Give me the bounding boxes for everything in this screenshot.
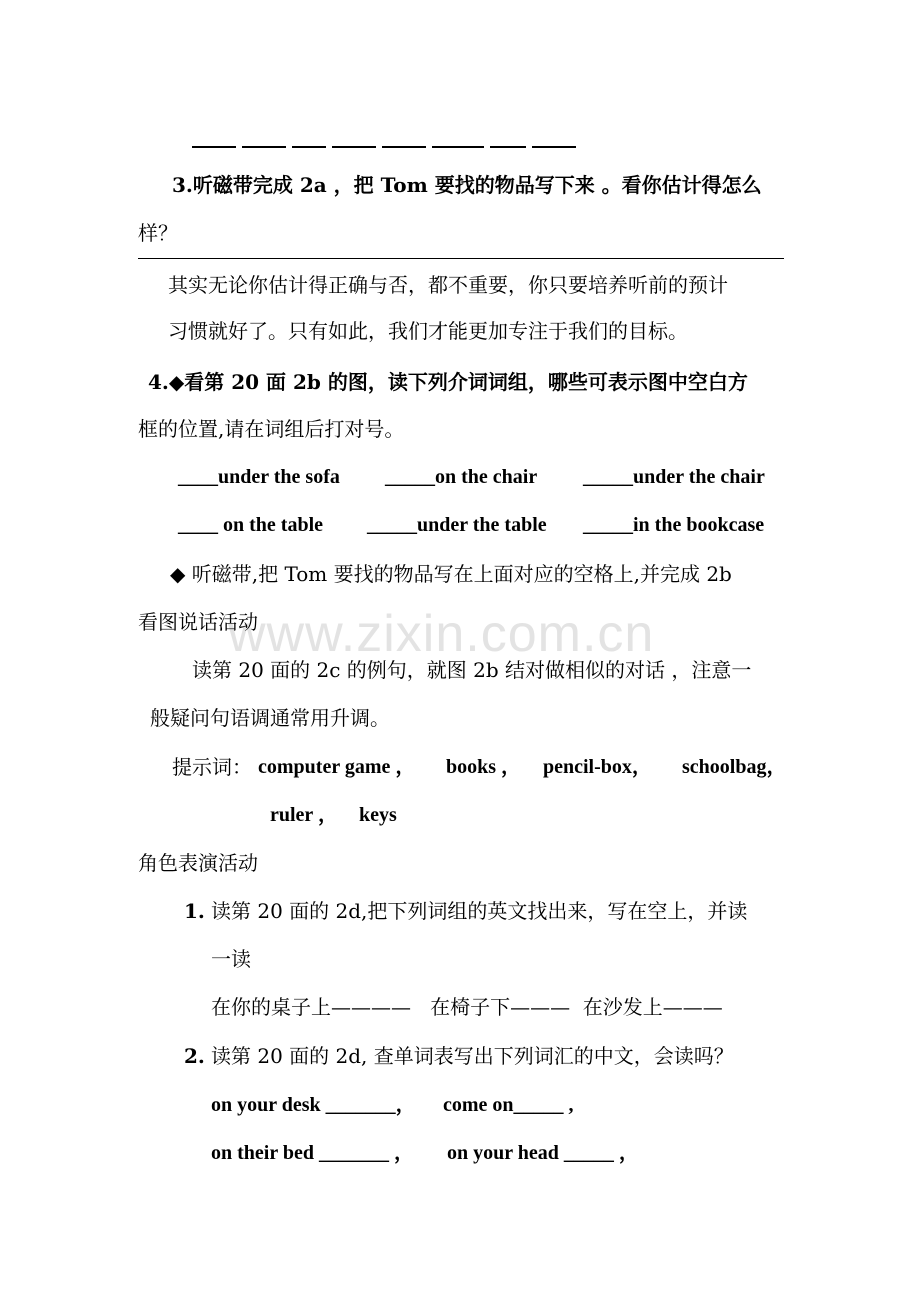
divider bbox=[138, 258, 784, 259]
item1-line1: 读第 20 面的 2d,把下列词组的英文找出来，写在空上，并读 bbox=[211, 899, 748, 923]
hint-computer-game: computer game ， bbox=[258, 756, 416, 778]
section4-line1: 4.◆看第 20 面 2b 的图，读下列介词词组，哪些可表示图中空白方 bbox=[148, 370, 748, 394]
phrase-on-chair: _____on the chair bbox=[385, 466, 538, 488]
item2-line1: 读第 20 面的 2d, 查单词表写出下列词汇的中文，会读吗？ bbox=[211, 1044, 734, 1068]
phrase-under-sofa: ____under the sofa bbox=[178, 466, 340, 488]
hint-keys: keys bbox=[359, 804, 397, 826]
hint-ruler: ruler ， bbox=[270, 804, 338, 826]
read2c-line1: 读第 20 面的 2c 的例句，就图 2b 结对做相似的对话 ，注意一 bbox=[192, 658, 752, 682]
section4-line2: 框的位置,请在词组后打对号。 bbox=[138, 417, 405, 441]
watermark: www.zixin.com.cn bbox=[228, 605, 655, 663]
hint-pencil-box: pencil-box， bbox=[543, 756, 652, 778]
answer-dashes bbox=[192, 146, 580, 148]
listen-line2: 看图说话活动 bbox=[138, 610, 258, 634]
hint-schoolbag: schoolbag， bbox=[682, 756, 787, 778]
roleplay-heading: 角色表演活动 bbox=[138, 851, 258, 875]
section3-line1: 3.听磁带完成 2a ，把 Tom 要找的物品写下来 。看你估计得怎么 bbox=[172, 173, 762, 197]
hints-label: 提示词： bbox=[172, 755, 252, 779]
hint-books: books ， bbox=[446, 756, 522, 778]
item1-line3: 在你的桌子上———— 在椅子下——— 在沙发上——— bbox=[211, 995, 723, 1019]
listen-line1: ◆ 听磁带,把 Tom 要找的物品写在上面对应的空格上,并完成 2b bbox=[170, 562, 732, 586]
item2-on-your-desk: on your desk _______， bbox=[211, 1094, 416, 1116]
phrase-in-bookcase: _____in the bookcase bbox=[583, 514, 765, 536]
note-line2: 习惯就好了。只有如此，我们才能更加专注于我们的目标。 bbox=[168, 319, 688, 343]
phrase-under-table: _____under the table bbox=[367, 514, 547, 536]
item2-come-on: come on_____ , bbox=[443, 1094, 574, 1116]
item1-number: 1. bbox=[184, 899, 205, 923]
item2-on-their-bed: on their bed _______ ， bbox=[211, 1142, 414, 1164]
note-line1: 其实无论你估计得正确与否，都不重要，你只要培养听前的预计 bbox=[168, 273, 728, 297]
phrase-under-chair: _____under the chair bbox=[583, 466, 765, 488]
phrase-on-table: ____ on the table bbox=[178, 514, 323, 536]
section3-line2: 样？ bbox=[138, 221, 178, 245]
item2-number: 2. bbox=[184, 1044, 205, 1068]
item1-line2: 一读 bbox=[211, 947, 251, 971]
read2c-line2: 般疑问句语调通常用升调。 bbox=[150, 706, 390, 730]
item2-on-your-head: on your head _____ ， bbox=[447, 1142, 639, 1164]
